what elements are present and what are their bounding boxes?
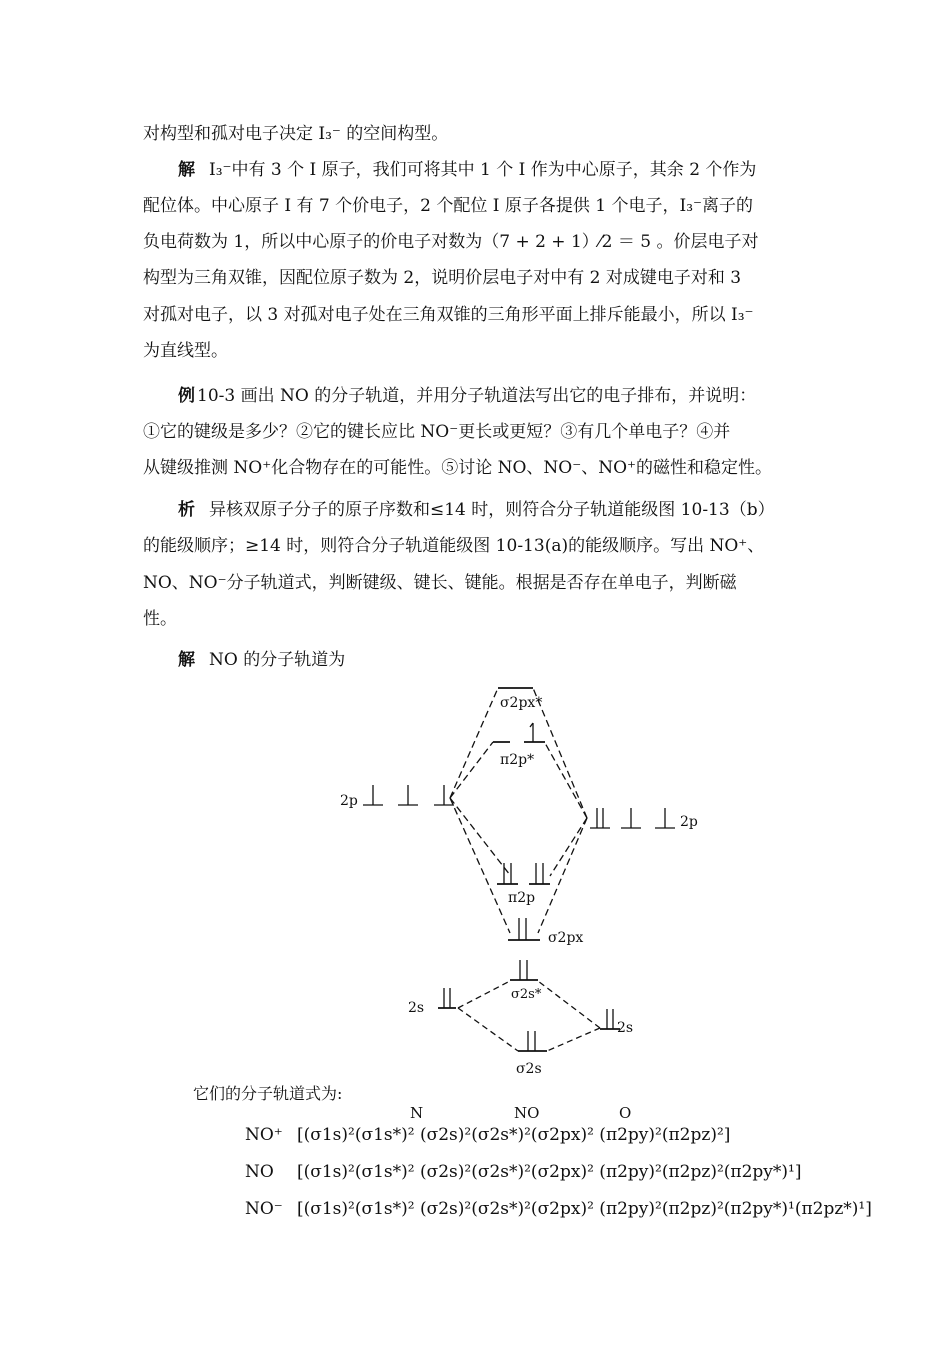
example-line-2: ①它的键级是多少？②它的键长应比 NO⁻更长或更短？③有几个单电子？④并 bbox=[143, 422, 731, 442]
solution-lead: 解 bbox=[178, 160, 195, 180]
sigma2px-star-label: σ2px* bbox=[500, 695, 543, 711]
sigma2px-label: σ2px bbox=[548, 930, 584, 946]
formulas-intro: 它们的分子轨道式为: bbox=[193, 1084, 343, 1103]
sigma2s-level bbox=[518, 1031, 547, 1051]
solution-line-3: 负电荷数为 1，所以中心原子的价电子对数为（7 + 2 + 1）⁄2 ＝ 5 。价层电子对 bbox=[143, 232, 759, 252]
mo-diagram-svg bbox=[300, 678, 720, 1088]
pi2p-label: π2p bbox=[508, 890, 536, 906]
n-2p-label: 2p bbox=[340, 793, 358, 809]
formula-text: [(σ1s)²(σ1s*)² (σ2s)²(σ2s*)²(σ2px)² (π2py)²(π2pz)²(π2py*)¹] bbox=[297, 1162, 802, 1182]
o-2s-label: 2s bbox=[617, 1020, 634, 1036]
pi2p-star-label: π2p* bbox=[500, 752, 535, 768]
example-line-1: 例 10-3 画出 NO 的分子轨道，并用分子轨道法写出它的电子排布，并说明： bbox=[178, 386, 757, 406]
solution2-line: 解 NO 的分子轨道为 bbox=[178, 650, 346, 670]
sigma2s-label: σ2s bbox=[516, 1061, 542, 1077]
o-2p-label: 2p bbox=[680, 814, 698, 830]
formula-name: NO⁻ bbox=[245, 1199, 283, 1219]
mo-diagram bbox=[300, 678, 720, 1088]
analysis-line-4: 性。 bbox=[143, 609, 177, 629]
solution-line-4: 构型为三角双锥，因配位原子数为 2，说明价层电子对中有 2 对成键电子对和 3 bbox=[143, 268, 742, 288]
formula-no bbox=[245, 1162, 801, 1182]
solution2-lead: 解 bbox=[178, 650, 195, 670]
formula-text: [(σ1s)²(σ1s*)² (σ2s)²(σ2s*)²(σ2px)² (π2py)²(π2pz)²] bbox=[297, 1125, 731, 1145]
analysis-line-1: 析 异核双原子分子的原子序数和≤14 时，则符合分子轨道能级图 10-13（b） bbox=[178, 500, 775, 520]
n-2s-orbital bbox=[438, 988, 456, 1008]
example-line-3: 从键级推测 NO⁺化合物存在的可能性。⑤讨论 NO、NO⁻、NO⁺的磁性和稳定性。 bbox=[143, 458, 772, 478]
header-no: NO bbox=[514, 1104, 540, 1122]
sigma2s-star-level bbox=[510, 960, 538, 980]
header-n: N bbox=[410, 1104, 424, 1122]
solution-line-5: 对孤对电子，以 3 对孤对电子处在三角双锥的三角形平面上排斥能最小，所以 I₃⁻ bbox=[143, 305, 754, 325]
header-o: O bbox=[619, 1104, 632, 1122]
pi2p-levels bbox=[497, 863, 550, 884]
n-2s-label: 2s bbox=[408, 1000, 425, 1016]
analysis-line-3: NO、NO⁻分子轨道式，判断键级、键长、键能。根据是否存在单电子，判断磁 bbox=[143, 573, 737, 593]
solution-line-6: 为直线型。 bbox=[143, 341, 228, 361]
paragraph-continuation: 对构型和孤对电子决定 I₃⁻ 的空间构型。 bbox=[143, 124, 449, 144]
example-lead: 例 bbox=[178, 386, 195, 406]
formula-no-minus bbox=[245, 1199, 872, 1219]
formula-name: NO bbox=[245, 1162, 274, 1182]
sigma2s-star-label: σ2s* bbox=[511, 987, 542, 1002]
formula-text: [(σ1s)²(σ1s*)² (σ2s)²(σ2s*)²(σ2px)² (π2py)²(π2pz)²(π2py*)¹(π2pz*)¹] bbox=[297, 1199, 872, 1219]
formula-name: NO⁺ bbox=[245, 1125, 283, 1145]
o-2p-orbitals bbox=[590, 808, 675, 828]
analysis-line-2: 的能级顺序；≥14 时，则符合分子轨道能级图 10-13(a)的能级顺序。写出 NO⁺、 bbox=[143, 536, 765, 556]
solution-line-2: 配位体。中心原子 I 有 7 个价电子，2 个配位 I 原子各提供 1 个电子，I₃⁻离子的 bbox=[143, 196, 754, 216]
formula-no-plus bbox=[245, 1125, 730, 1145]
n-2p-orbitals bbox=[363, 785, 454, 805]
analysis-lead: 析 bbox=[178, 500, 195, 520]
sigma2px-level bbox=[508, 918, 540, 940]
solution-line-1: 解 I₃⁻中有 3 个 I 原子，我们可将其中 1 个 I 作为中心原子，其余 2 个作为 bbox=[178, 160, 757, 180]
